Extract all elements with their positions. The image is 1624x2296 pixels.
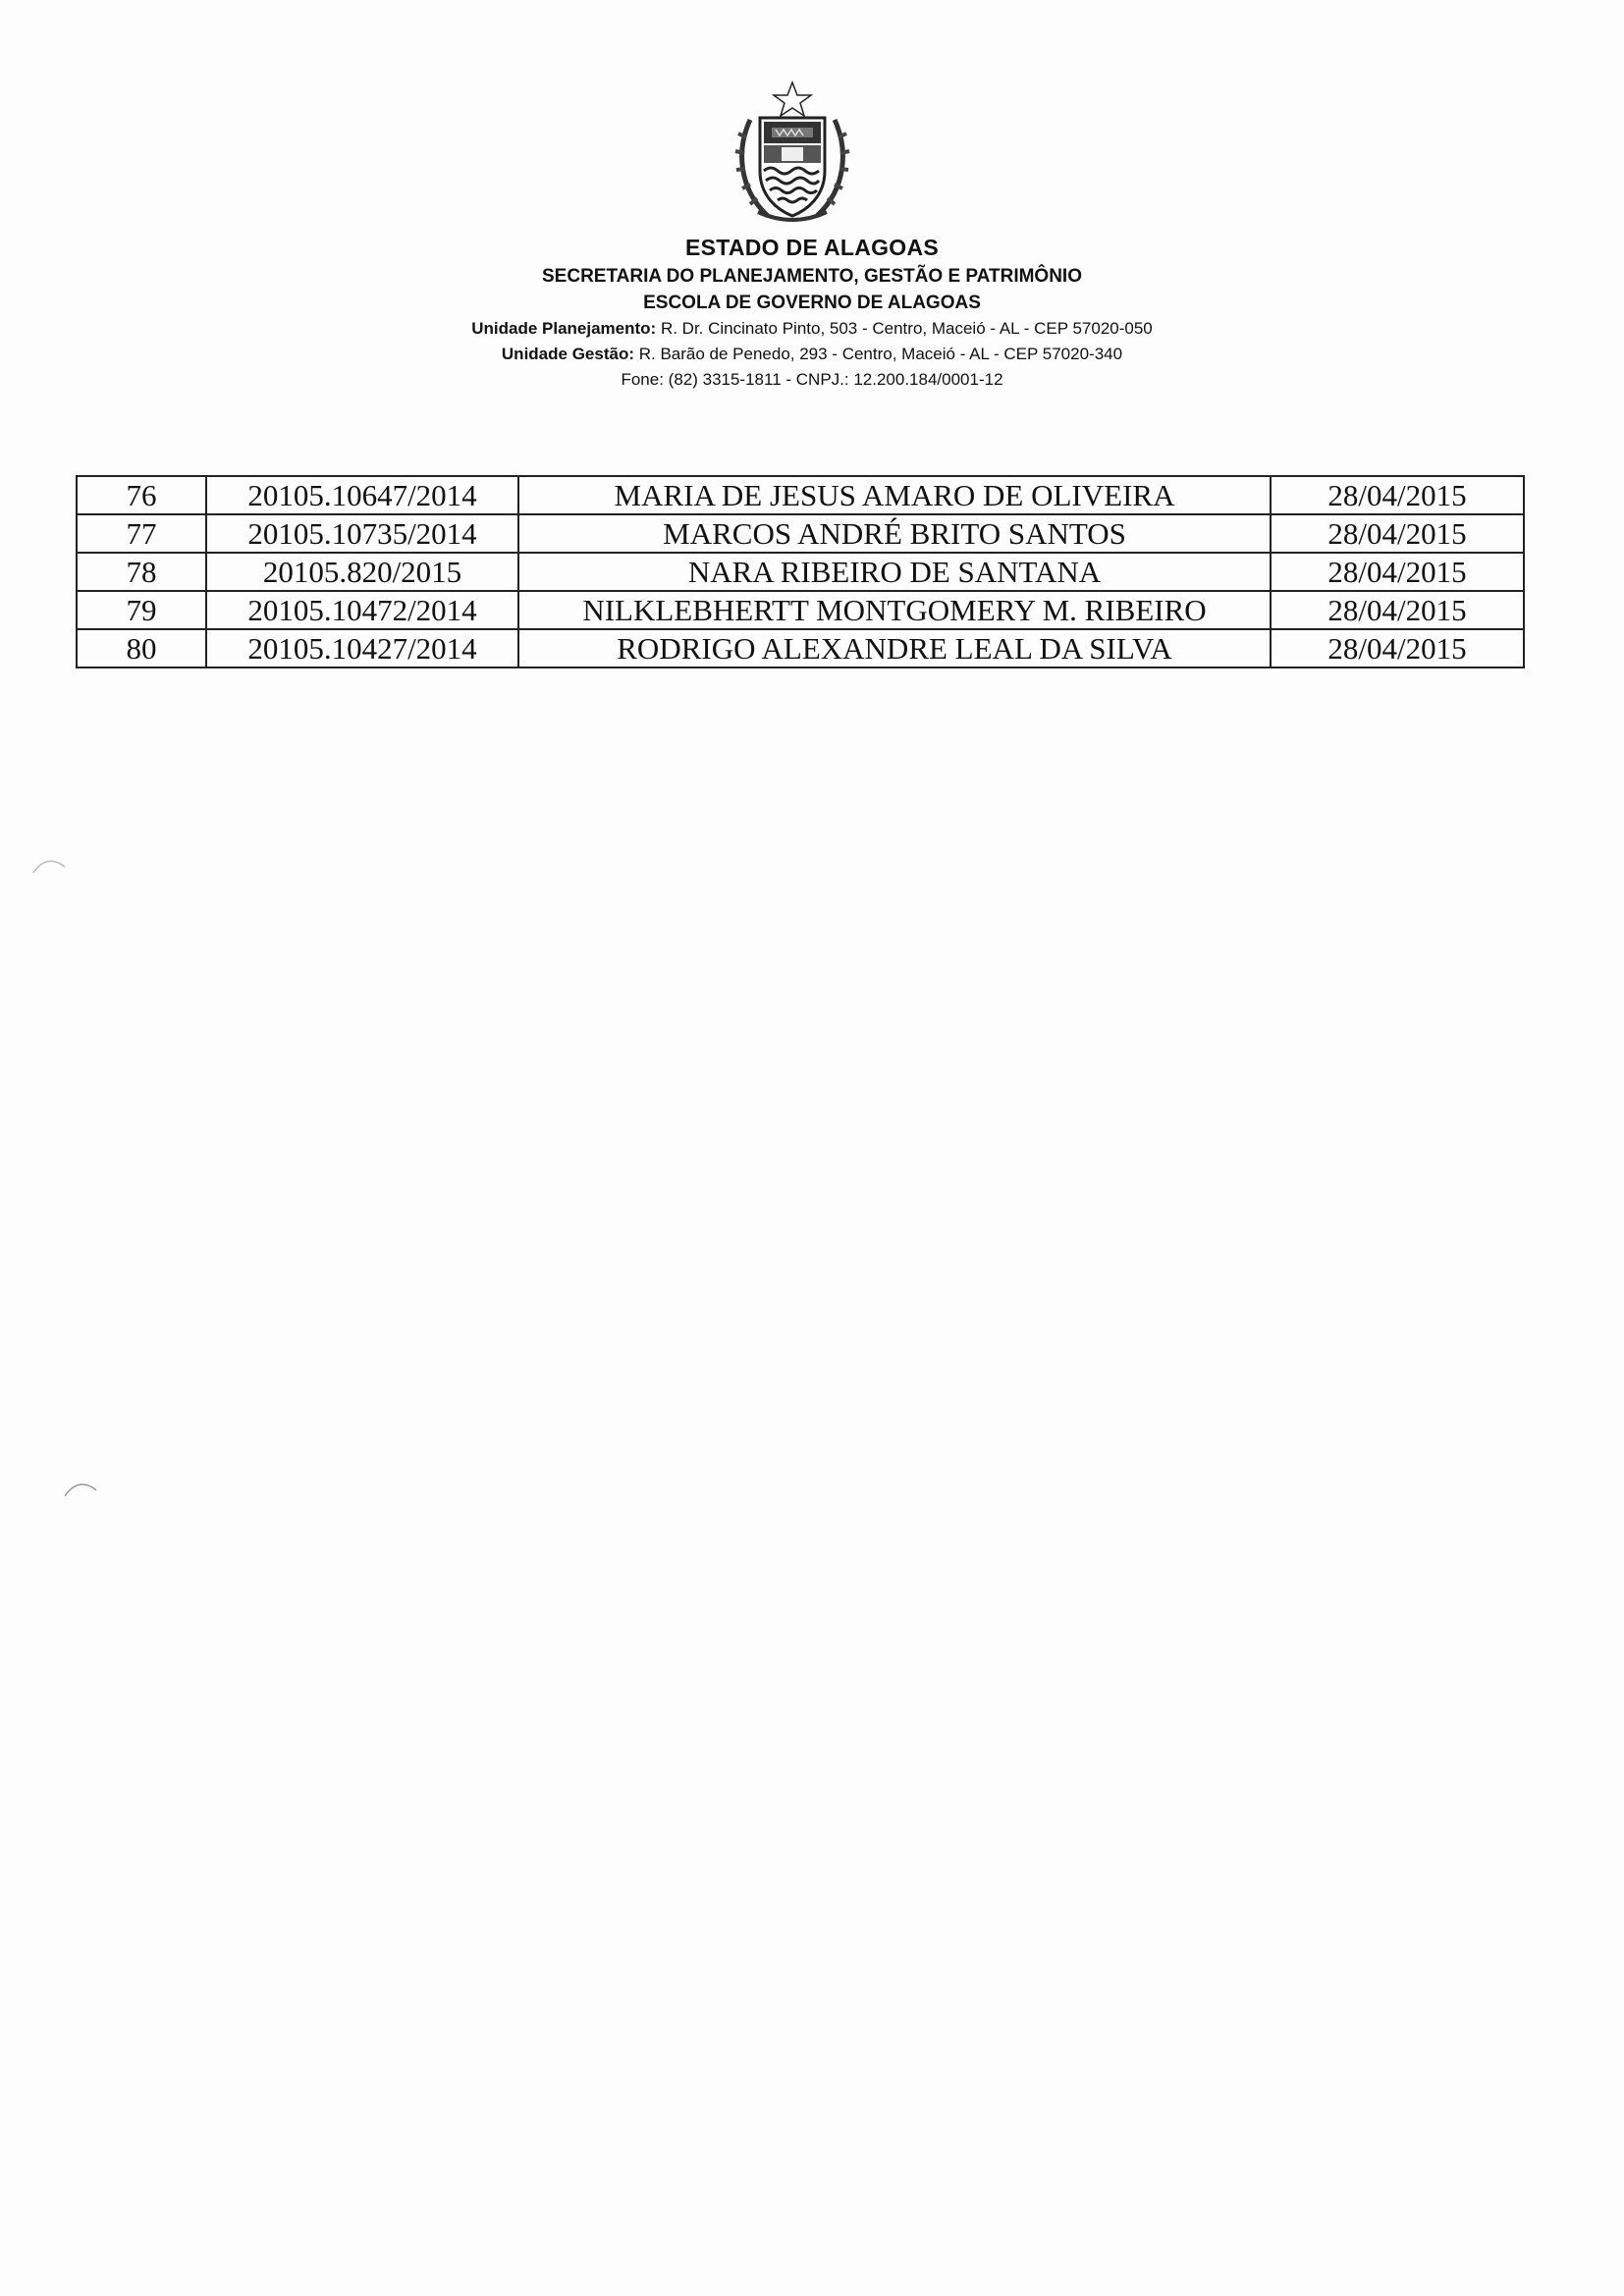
unidade-planejamento-label: Unidade Planejamento: bbox=[471, 319, 657, 338]
row-number: 80 bbox=[77, 629, 206, 667]
row-number: 78 bbox=[77, 553, 206, 591]
person-name: RODRIGO ALEXANDRE LEAL DA SILVA bbox=[518, 629, 1271, 667]
person-name: NARA RIBEIRO DE SANTANA bbox=[518, 553, 1271, 591]
table-row bbox=[77, 553, 1524, 591]
person-name: MARIA DE JESUS AMARO DE OLIVEIRA bbox=[518, 476, 1271, 514]
alagoas-coat-of-arms-icon bbox=[729, 80, 856, 228]
unidade-planejamento-value: R. Dr. Cincinato Pinto, 503 - Centro, Maceió - AL - CEP 57020-050 bbox=[656, 319, 1153, 338]
table-row bbox=[77, 476, 1524, 514]
table-row bbox=[77, 591, 1524, 629]
contact-line: Fone: (82) 3315-1811 - CNPJ.: 12.200.184/0001-12 bbox=[621, 370, 1003, 389]
letterhead bbox=[0, 232, 1624, 393]
date: 28/04/2015 bbox=[1271, 553, 1524, 591]
row-number: 77 bbox=[77, 514, 206, 553]
date: 28/04/2015 bbox=[1271, 514, 1524, 553]
row-number: 79 bbox=[77, 591, 206, 629]
unidade-gestao-address bbox=[0, 342, 1624, 367]
date: 28/04/2015 bbox=[1271, 476, 1524, 514]
process-number: 20105.10647/2014 bbox=[206, 476, 518, 514]
records-table bbox=[76, 475, 1525, 668]
unidade-gestao-value: R. Barão de Penedo, 293 - Centro, Maceió - AL - CEP 57020-340 bbox=[634, 345, 1123, 363]
punch-hole-mark bbox=[61, 1472, 100, 1502]
unidade-gestao-label: Unidade Gestão: bbox=[501, 345, 634, 363]
date: 28/04/2015 bbox=[1271, 591, 1524, 629]
person-name: MARCOS ANDRÉ BRITO SANTOS bbox=[518, 514, 1271, 553]
date: 28/04/2015 bbox=[1271, 629, 1524, 667]
unidade-planejamento-address bbox=[0, 316, 1624, 342]
process-number: 20105.10472/2014 bbox=[206, 591, 518, 629]
person-name: NILKLEBHERTT MONTGOMERY M. RIBEIRO bbox=[518, 591, 1271, 629]
escola-name: ESCOLA DE GOVERNO DE ALAGOAS bbox=[643, 293, 981, 313]
state-name: ESTADO DE ALAGOAS bbox=[684, 235, 940, 260]
process-number: 20105.820/2015 bbox=[206, 553, 518, 591]
process-number: 20105.10735/2014 bbox=[206, 514, 518, 553]
table-row bbox=[77, 514, 1524, 553]
row-number: 76 bbox=[77, 476, 206, 514]
punch-hole-mark bbox=[29, 849, 69, 879]
table-row bbox=[77, 629, 1524, 667]
process-number: 20105.10427/2014 bbox=[206, 629, 518, 667]
secretaria-name: SECRETARIA DO PLANEJAMENTO, GESTÃO E PATRIMÔNIO bbox=[542, 266, 1082, 287]
